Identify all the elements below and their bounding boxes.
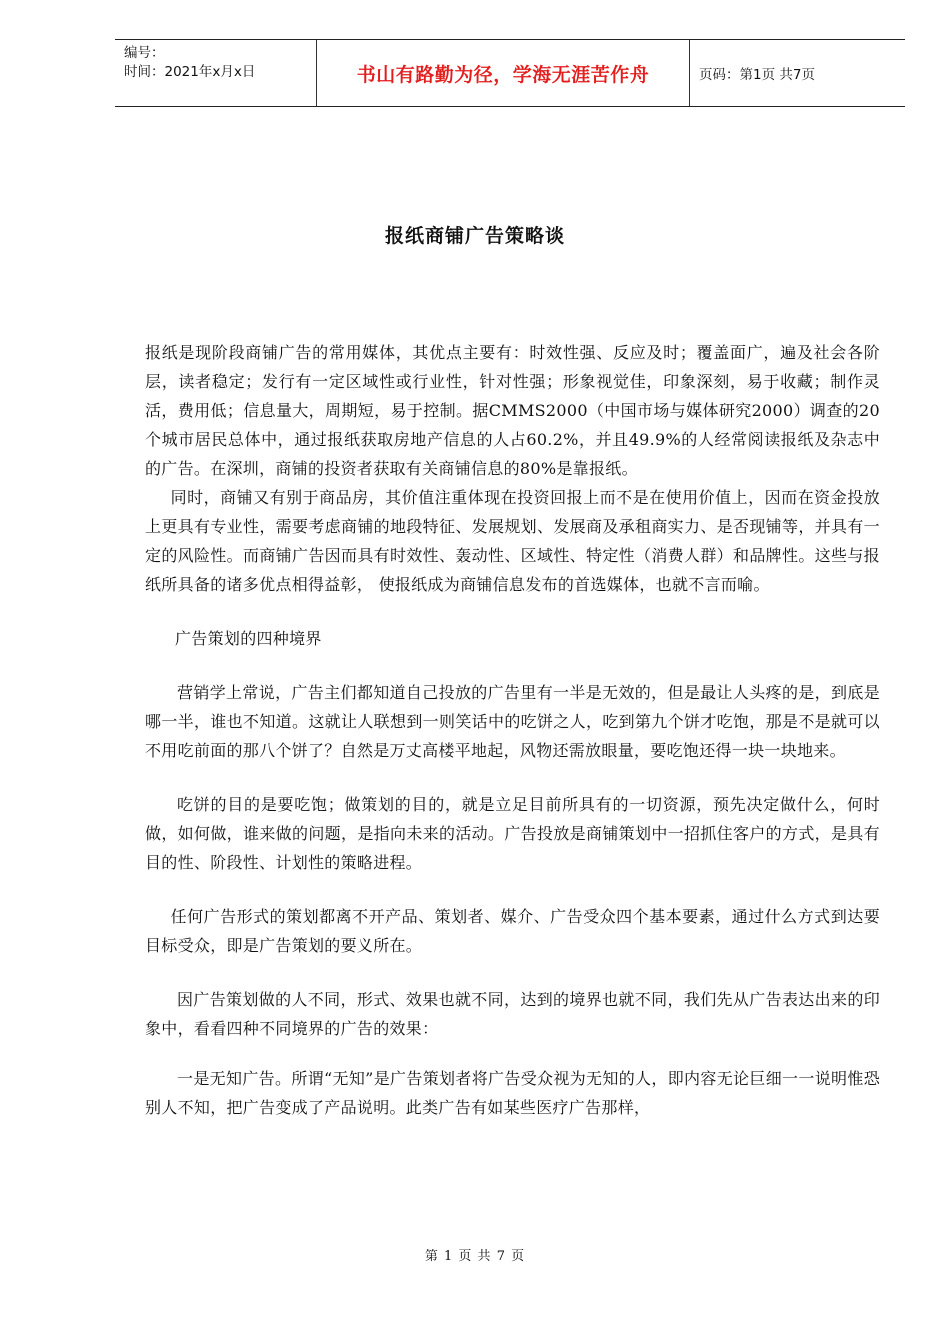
paragraph: 营销学上常说，广告主们都知道自己投放的广告里有一半是无效的，但是最让人头疼的是，到底是哪一半，谁也不知道。这就让人联想到一则笑话中的吃饼之人，吃到第九个饼才吃饱，那是不是就可以不用吃前面的那八个饼了？自然是万丈高楼平地起，风物还需放眼量，要吃饱还得一块一块地来。 bbox=[145, 683, 880, 760]
page-footer: 第 1 页 共 7 页 bbox=[424, 1249, 526, 1264]
paragraph: 任何广告形式的策划都离不开产品、策划者、媒介、广告受众四个基本要素，通过什么方式到达要目标受众，即是广告策划的要义所在。 bbox=[145, 907, 880, 955]
number-label: 编号： bbox=[124, 45, 165, 61]
paragraph: 因广告策划做的人不同，形式、效果也就不同，达到的境界也就不同，我们先从广告表达出来的印象中，看看四种不同境界的广告的效果： bbox=[145, 990, 880, 1038]
header-meta-cell bbox=[115, 40, 317, 106]
paragraph-intro: 报纸是现阶段商铺广告的常用媒体，其优点主要有：时效性强、反应及时；覆盖面广，遍及社会各阶层，读者稳定；发行有一定区域性或行业性，针对性强；形象视觉佳，印象深刻，易于收藏；制作灵活，费用低；信息量大，周期短，易于控制。据CMMS2000（中国市场与媒体研究2000）调查的20个城市居民总体中，通过报纸获取房地产信息的人占60.2%，并且49.9%的人经常阅读报纸及杂志中的广告。在深圳，商铺的投资者获取有关商铺信息的80%是靠报纸。 bbox=[145, 343, 880, 478]
document-header bbox=[115, 39, 905, 107]
time-label: 时间：2021年x月x日 bbox=[124, 64, 256, 80]
document-title: 报纸商铺广告策略谈 bbox=[384, 225, 565, 247]
section-heading: 广告策划的四种境界 bbox=[175, 629, 322, 648]
document-body bbox=[145, 338, 880, 1122]
paragraph: 一是无知广告。所谓“无知”是广告策划者将广告受众视为无知的人，即内容无论巨细一一说明惟恐别人不知，把广告变成了产品说明。此类广告有如某些医疗广告那样， bbox=[145, 1069, 880, 1117]
header-motto: 书山有路勤为径，学海无涯苦作舟 bbox=[317, 40, 690, 106]
paragraph: 同时，商铺又有别于商品房，其价值注重体现在投资回报上而不是在使用价值上，因而在资金投放上更具有专业性，需要考虑商铺的地段特征、发展规划、发展商及承租商实力、是否现铺等，并具有一定的风险性。而商铺广告因而具有时效性、轰动性、区域性、特定性（消费人群）和品牌性。这些与报纸所具备的诸多优点相得益彰， 使报纸成为商铺信息发布的首选媒体，也就不言而喻。 bbox=[145, 488, 880, 594]
paragraph: 吃饼的目的是要吃饱；做策划的目的，就是立足目前所具有的一切资源，预先决定做什么，何时做，如何做，谁来做的问题，是指向未来的活动。广告投放是商铺策划中一招抓住客户的方式，是具有目的性、阶段性、计划性的策略进程。 bbox=[145, 795, 880, 872]
header-page-info: 页码：第1页 共7页 bbox=[699, 67, 815, 83]
